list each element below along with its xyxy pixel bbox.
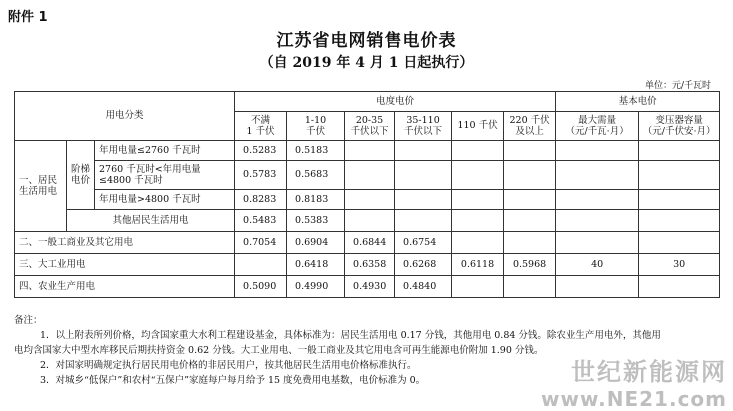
table-cell: 0.5183 [287, 141, 345, 161]
watermark-url: www.NE21.com [540, 387, 727, 411]
table-cell: 0.5383 [287, 210, 345, 232]
table-cell [235, 254, 287, 276]
category-label: 三、大工业用电 [15, 254, 235, 276]
unit-label: 单位：元/千瓦时 [644, 81, 711, 91]
table-cell: 0.8283 [235, 190, 287, 210]
table-cell: 0.6118 [452, 254, 504, 276]
col-header: 变压器容量 （元/千伏安·月） [639, 112, 720, 141]
tier-label: 2760 千瓦时<年用电量≤4800 千瓦时 [95, 161, 235, 190]
table-cell [452, 276, 504, 298]
table-cell [504, 276, 556, 298]
price-table [14, 91, 720, 298]
table-cell: 0.5283 [235, 141, 287, 161]
tier-label: 年用电量>4800 千瓦时 [95, 190, 235, 210]
table-cell: 0.6418 [287, 254, 345, 276]
table-cell: 0.4840 [395, 276, 452, 298]
resident-category: 一、居民生活用电 [15, 141, 67, 232]
col-header: 35-110 千伏以下 [395, 112, 452, 141]
table-cell: 0.4930 [345, 276, 395, 298]
tiered-price-label: 阶梯电价 [67, 141, 95, 210]
note-3: 3．对城乡“低保户”和农村“五保户”家庭每户每月给予 15 度免费用电基数，电价标准为 0。 [40, 375, 426, 386]
table-cell: 0.4990 [287, 276, 345, 298]
header-category: 用电分类 [15, 92, 235, 141]
table-cell: 0.8183 [287, 190, 345, 210]
table-cell: 0.7054 [235, 232, 287, 254]
table-cell: 0.6844 [345, 232, 395, 254]
col-header: 不满 1 千伏 [235, 112, 287, 141]
table-cell: 0.5483 [235, 210, 287, 232]
table-cell [556, 232, 639, 254]
table-cell: 0.5968 [504, 254, 556, 276]
header-energy-price: 电度电价 [235, 92, 556, 112]
col-header: 110 千伏 [452, 112, 504, 141]
table-cell [639, 232, 720, 254]
tier-label: 年用电量≤2760 千瓦时 [95, 141, 235, 161]
table-cell [556, 276, 639, 298]
category-label: 四、农业生产用电 [15, 276, 235, 298]
table-cell: 0.5683 [287, 161, 345, 190]
table-cell: 0.6358 [345, 254, 395, 276]
notes-title: 备注： [14, 315, 43, 326]
watermark [541, 352, 727, 411]
table-cell [452, 232, 504, 254]
table-cell: 0.6754 [395, 232, 452, 254]
attachment-label: 附件 1 [8, 10, 48, 25]
note-2: 2．对国家明确规定执行居民用电价格的非居民用户，按其他居民生活用电价格标准执行。 [40, 360, 417, 371]
col-header: 220 千伏 及以上 [504, 112, 556, 141]
document-title: 江苏省电网销售电价表 [276, 31, 457, 51]
note-1-continued: 电均含国家大中型水库移民后期扶持资金 0.62 分钱。大工业用电、一般工商业及其它用电含可再生能源电价附加 1.90 分钱。 [14, 345, 544, 356]
col-header: 20-35 千伏以下 [345, 112, 395, 141]
table-cell: 40 [556, 254, 639, 276]
table-cell: 0.6268 [395, 254, 452, 276]
note-1: 1．以上附表所列价格，均含国家重大水利工程建设基金，具体标准为：居民生活用电 0.17 分钱，其他用电 0.84 分钱。除农业生产用电外，其他用 [40, 330, 661, 341]
table-cell [639, 276, 720, 298]
category-label: 二、一般工商业及其它用电 [15, 232, 235, 254]
table-cell: 0.5090 [235, 276, 287, 298]
col-header: 最大需量 （元/千瓦·月） [556, 112, 639, 141]
table-cell [504, 232, 556, 254]
watermark-name: 世纪新能源网 [571, 358, 727, 386]
other-resident-label: 其他居民生活用电 [67, 210, 235, 232]
col-header: 1-10 千伏 [287, 112, 345, 141]
table-cell: 0.5783 [235, 161, 287, 190]
header-basic-price: 基本电价 [556, 92, 720, 112]
document-subtitle: （自 2019 年 4 月 1 日起执行） [259, 55, 474, 71]
table-cell: 0.6904 [287, 232, 345, 254]
table-cell: 30 [639, 254, 720, 276]
